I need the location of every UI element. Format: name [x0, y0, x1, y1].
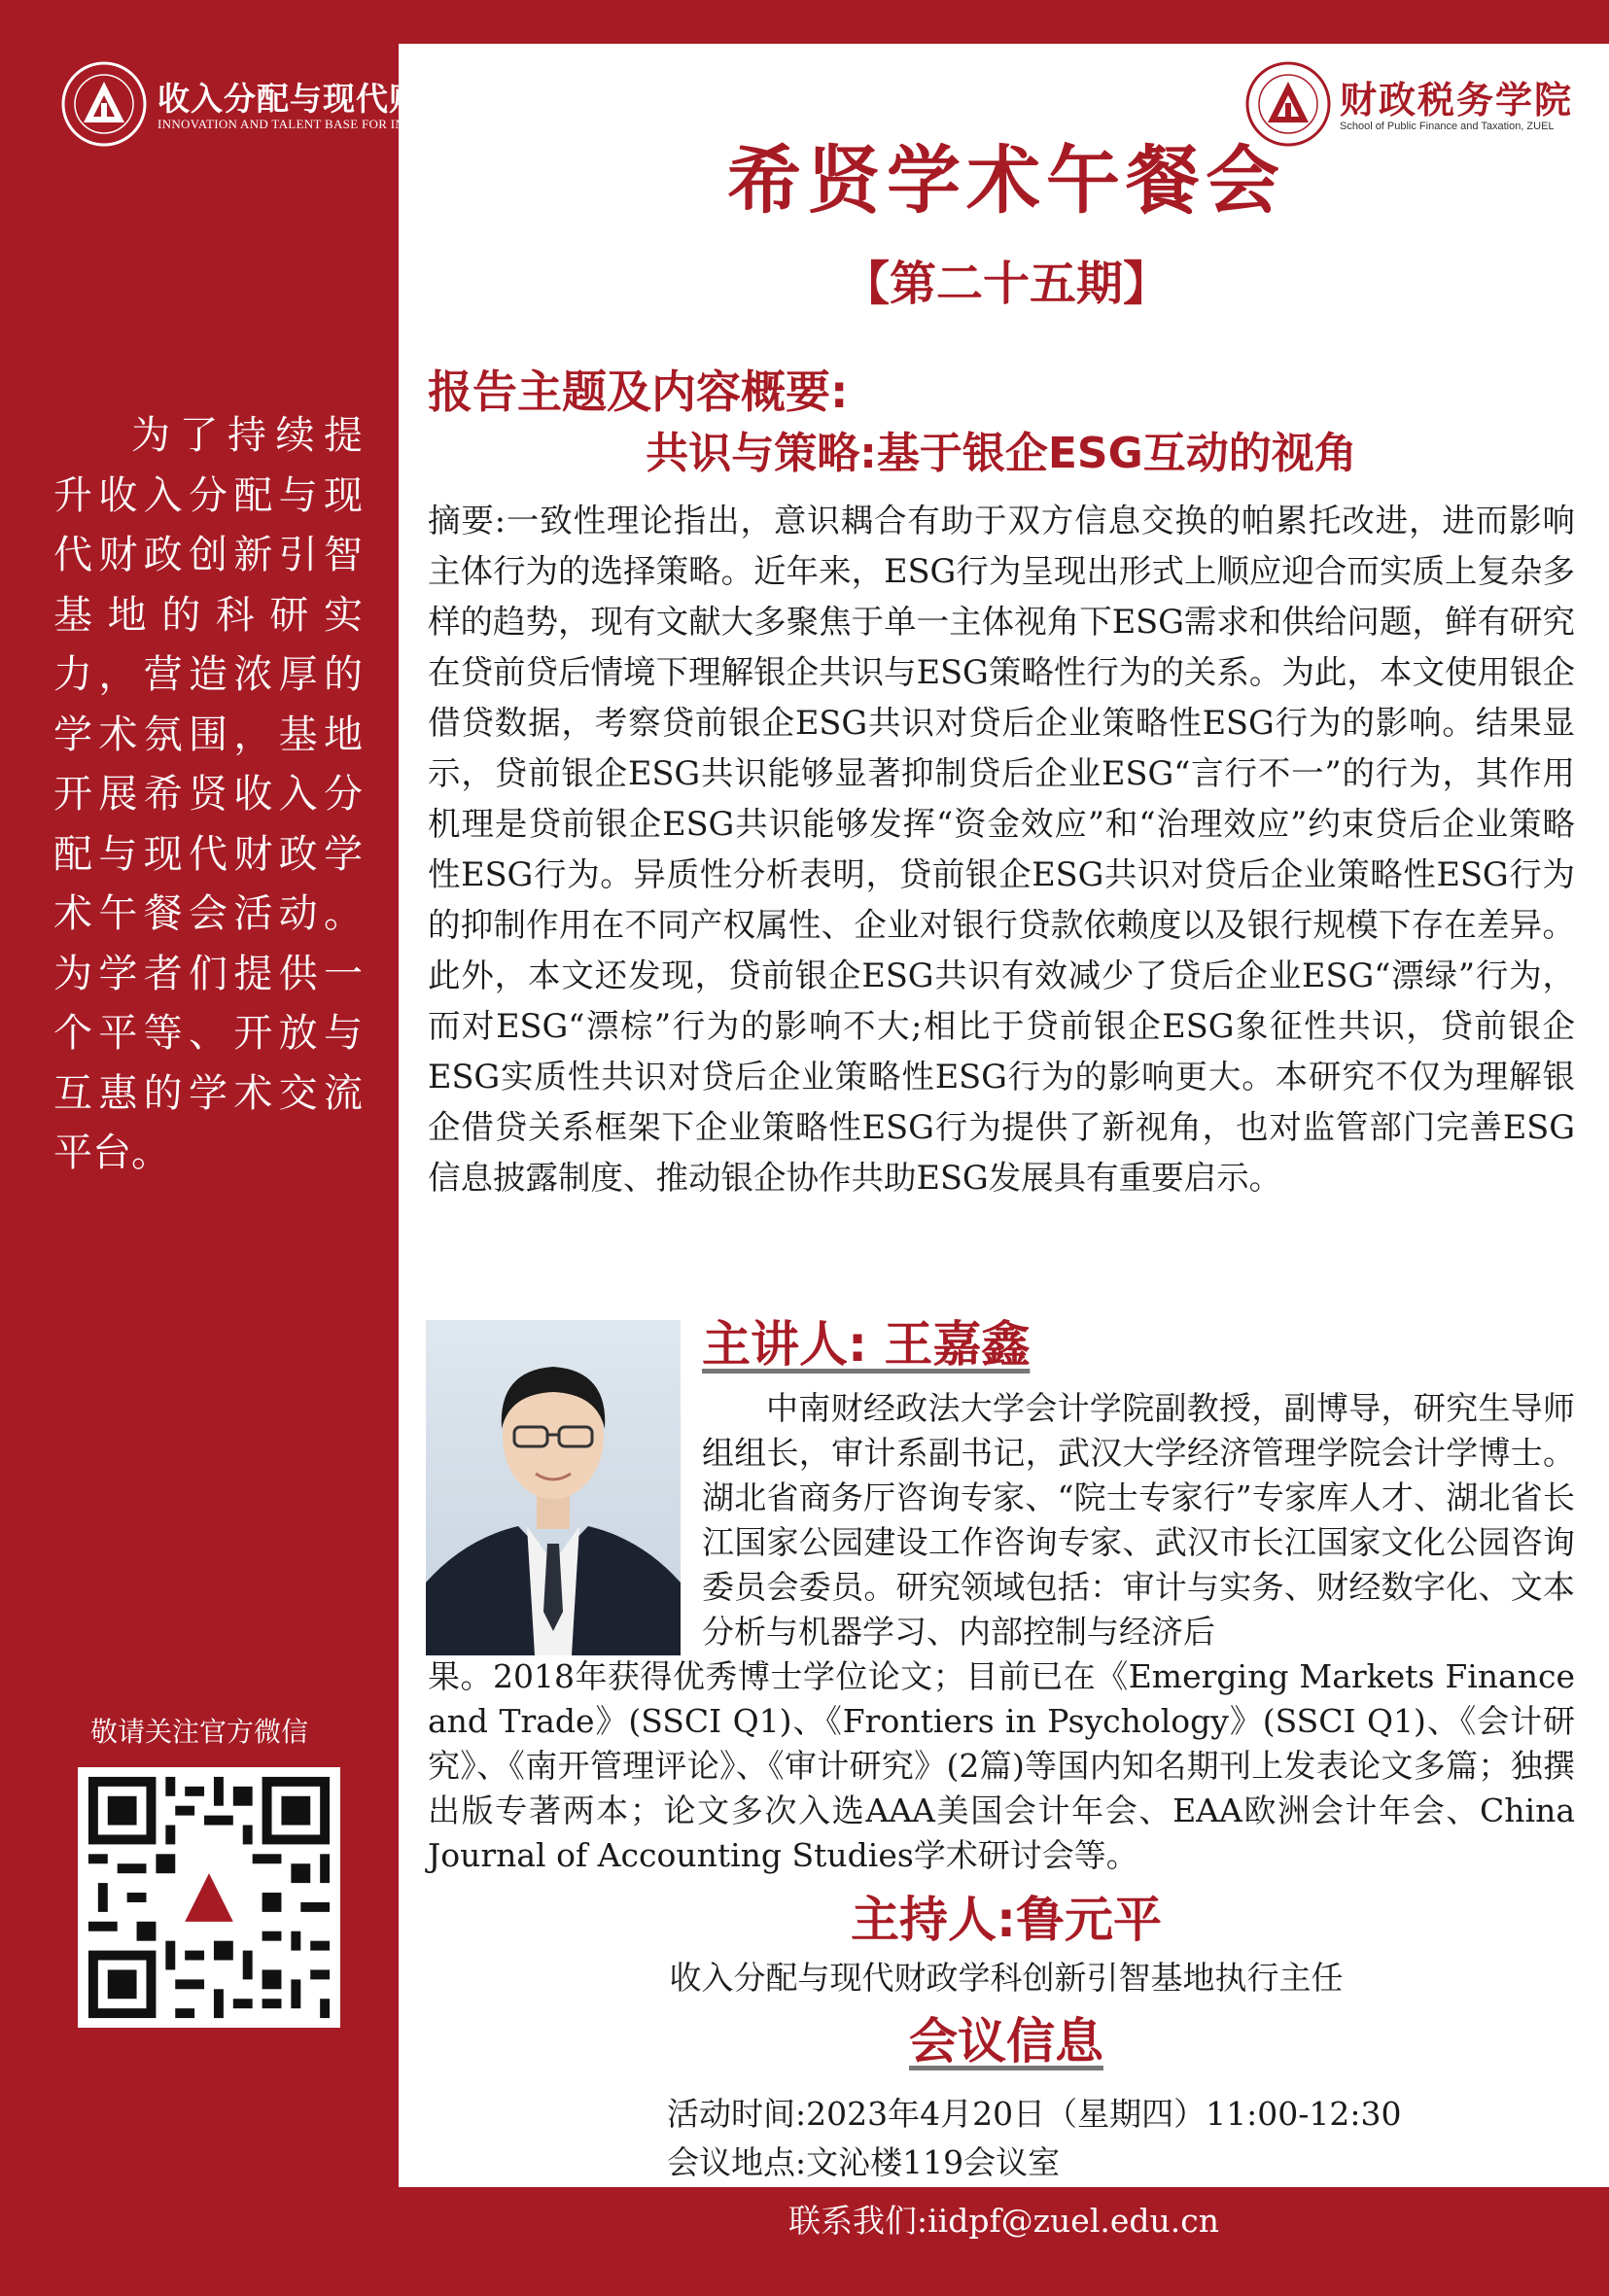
report-abstract: 摘要:一致性理论指出，意识耦合有助于双方信息交换的帕累托改进，进而影响主体行为的选择策略。近年来，ESG行为呈现出形式上顺应迎合而实质上复杂多样的趋势，现有文献大多聚焦于单一主体视角下ESG需求和供给问题，鲜有研究在贷前贷后情境下理解银企共识与ESG策略性行为的关系。为此，本文使用银企借贷数据，考察贷前银企ESG共识对贷后企业策略性ESG行为的影响。结果显示，贷前银企ESG共识能够显著抑制贷后企业ESG“言行不一”的行为，其作用机理是贷前银企ESG共识能够发挥“资金效应”和“治理效应”约束贷后企业策略性ESG行为。异质性分析表明，贷前银企ESG共识对贷后企业策略性ESG行为的抑制作用在不同产权属性、企业对银行贷款依赖度以及银行规模下存在差异。此外，本文还发现，贷前银企ESG共识有效减少了贷后企业ESG“漂绿”行为，而对ESG“漂棕”行为的影响不大;相比于贷前银企ESG象征性共识，贷前银企ESG实质性共识对贷后企业策略性ESG行为的影响更大。本研究不仅为理解银企借贷关系框架下企业策略性ESG行为提供了新视角，也对监管部门完善ESG信息披露制度、推动银企协作共助ESG发展具有重要启示。: [428, 502, 1575, 1197]
report-heading: 报告主题及内容概要:: [428, 365, 849, 418]
meeting-time: 活动时间:2023年4月20日（星期四）11:00-12:30: [667, 2095, 1402, 2133]
host-heading: 主持人:鲁元平: [851, 1892, 1162, 1948]
meeting-heading: 会议信息: [909, 2013, 1103, 2070]
speaker-bio-continued: 果。2018年获得优秀博士学位论文；目前已在《Emerging Markets Finance and Trade》(SSCI Q1)、《Frontiers in Psychology》(SSCI Q1)、《会计研究》、《南开管理评论》、《审计研究》(2篇)等国内知名期刊上发表论文多篇；独撰出版专著两本；论文多次入选AAA美国会计年会、EAA欧洲会计年会、China Journal of Accounting Studies学术研讨会等。: [428, 1657, 1575, 1874]
poster-title: 希贤学术午餐会: [727, 137, 1285, 224]
report-topic: 共识与策略:基于银企ESG互动的视角: [646, 429, 1357, 478]
issue-number: 【第二十五期】: [842, 257, 1170, 311]
wechat-qr-code[interactable]: [78, 1767, 340, 2028]
top-red-strip: [399, 0, 1609, 44]
university-seal-icon: [1244, 60, 1332, 148]
speaker-bio: 中南财经政法大学会计学院副教授，副博导，研究生导师组组长，审计系副书记，武汉大学经济管理学院会计学博士。湖北省商务厅咨询专家、“院士专家行”专家库人才、湖北省长江国家公园建设工作咨询专家、武汉市长江国家文化公园咨询委员会委员。研究领域包括：审计与实务、财经数字化、文本分析与机器学习、内部控制与经济后: [702, 1389, 1575, 1651]
qr-code-icon: [78, 1767, 340, 2028]
sidebar-intro: 为了持续提升收入分配与现代财政创新引智基地的科研实力，营造浓厚的学术氛围，基地开展希贤收入分配与现代财政学术午餐会活动。为学者们提供一个平等、开放与互惠的学术交流平台。: [53, 413, 363, 1175]
speaker-portrait-icon: [426, 1320, 681, 1655]
contact-email[interactable]: 联系我们:iidpf@zuel.edu.cn: [787, 2202, 1220, 2240]
school-name: 财政税务学院: [1340, 78, 1574, 122]
base-name: 收入分配与现代财政学科创新引智基地: [157, 80, 719, 118]
university-seal-icon: [60, 60, 148, 148]
follow-wechat-label: 敬请关注官方微信: [89, 1716, 308, 1748]
school-english-name: School of Public Finance and Taxation, ZUEL: [1340, 121, 1555, 132]
speaker-photo: [426, 1320, 681, 1655]
speaker-heading: 主讲人: 王嘉鑫: [702, 1316, 1031, 1373]
base-english-name: INNOVATION AND TALENT BASE FOR INCOME DISTRIBUTION AND PUBLIC FINANCE: [157, 117, 680, 131]
host-title: 收入分配与现代财政学科创新引智基地执行主任: [669, 1959, 1344, 1997]
meeting-place: 会议地点:文沁楼119会议室: [667, 2143, 1061, 2181]
